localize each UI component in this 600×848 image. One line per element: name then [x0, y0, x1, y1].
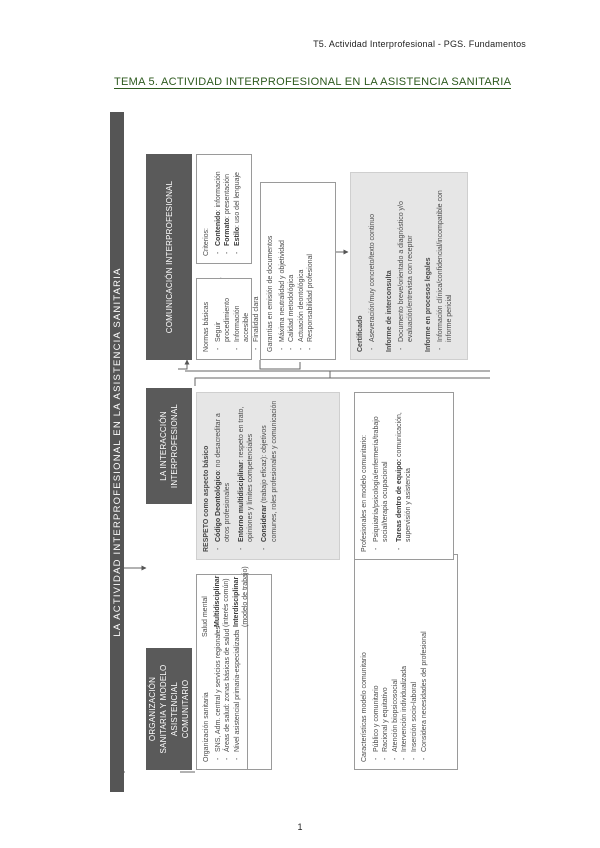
modelo-item: - Inserción socio-laboral	[410, 562, 420, 752]
garantias-panel	[260, 182, 336, 360]
respeto-panel	[196, 392, 340, 560]
interconsulta-item: - Documento breve/orientado a diagnóstico y/o evaluación/entrevista con receptor	[397, 180, 416, 342]
criterios-item: - Formato: presentación	[223, 162, 233, 246]
branch-communication-header: COMUNICACIÓN INTERPROFESIONAL	[146, 154, 192, 360]
mental-item: - Interdisciplinar (modelo de trabajo)	[232, 555, 251, 627]
normas-item: - Información accesible	[233, 286, 252, 342]
normas-panel	[196, 278, 260, 360]
certificado-heading: Certificado	[357, 315, 364, 352]
garantias-item: - Actuación deontológica	[297, 190, 307, 342]
modelo-heading: Características modelo comunitario	[361, 652, 368, 762]
concept-map	[110, 112, 490, 792]
main-title-bar: LA ACTIVIDAD INTERPROFESIONAL EN LA ASISTENCIA SANITARIA	[110, 112, 124, 792]
profesionales-item: - Tareas dentro de equipo: comunicación, supervisión y asistencia	[395, 400, 414, 542]
garantias-item: - Máxima neutralidad y objetividad	[278, 190, 288, 342]
modelo-item: - Atención biopsicosocial	[391, 562, 401, 752]
org-item: - SNS, Adm. central y servicios regionales	[214, 582, 224, 752]
criterios-panel	[196, 154, 252, 264]
page-title: TEMA 5. ACTIVIDAD INTERPROFESIONAL EN LA ASISTENCIA SANITARIA	[114, 76, 512, 88]
running-header: T5. Actividad Interprofesional - PGS. Fundamentos	[313, 39, 526, 49]
garantias-item: - Calidad metodológica	[287, 190, 297, 342]
modelo-panel	[354, 554, 458, 770]
garantias-heading: Garantías en emisión de documentos	[267, 235, 274, 352]
respeto-item: - Entorno multidisciplinar: respeto en trato, opiniones y límites competenciales	[237, 400, 256, 542]
org-heading: Organización sanitaria	[203, 692, 210, 762]
respeto-item: - Código Deontológico: no desacreditar a otros profesionales	[214, 400, 233, 542]
normas-heading: Normas básicas	[203, 301, 210, 352]
modelo-item: - Considera necesidades del profesional	[420, 562, 430, 752]
org-item: - Áreas de salud: zonas básicas de salud	[223, 582, 233, 752]
normas-item: - Finalidad clara	[252, 286, 262, 342]
profesionales-item: - Psiquiatría/psicología/enfermería/trabajo social/terapia ocupacional	[372, 400, 391, 542]
respeto-item: - Considerar (trabajo eficaz): objetivos comunes, roles profesionales y comunicación	[260, 400, 279, 542]
org-item: - Nivel asistencial primaria-especializada	[233, 582, 243, 752]
branch-org-header: ORGANIZACIÓN SANITARIA Y MODELO ASISTENCIAL COMUNITARIO	[146, 648, 192, 770]
criterios-heading: Criterios:	[203, 227, 210, 256]
modelo-item: - Público y comunitario	[372, 562, 382, 752]
criterios-item: - Contenido: información	[214, 162, 224, 246]
mental-heading: Salud mental	[202, 596, 209, 637]
profesionales-heading: Profesionales en modelo comunitario:	[361, 434, 368, 552]
interconsulta-heading: Informe de interconsulta	[386, 270, 394, 352]
mental-panel	[196, 548, 272, 644]
page-number: 1	[297, 822, 303, 832]
profesionales-panel	[354, 392, 454, 560]
branch-interaction-header: LA INTERACCIÓN INTERPROFESIONAL	[146, 388, 192, 504]
procesos-legales-heading: Informe en procesos legales	[424, 257, 432, 352]
respeto-heading: RESPETO como aspecto básico	[203, 445, 210, 552]
criterios-item: - Estilo: uso del lenguaje	[233, 162, 243, 246]
modelo-item: - Intervención individualizada	[400, 562, 410, 752]
garantias-item: - Responsabilidad profesional	[306, 190, 316, 342]
procesos-legales-item: - Información clínica/confidencial/incompatible con informe pericial	[436, 180, 455, 342]
normas-item: - Seguir procedimiento	[214, 286, 233, 342]
mental-item: - Multidisciplinar (interés común)	[213, 555, 232, 627]
arrow-normas-garantias	[178, 360, 187, 369]
documentos-panel	[350, 172, 468, 360]
certificado-item: - Aseveración/muy concreto/texto continuo	[368, 180, 378, 342]
modelo-item: - Racional y equitativo	[381, 562, 391, 752]
